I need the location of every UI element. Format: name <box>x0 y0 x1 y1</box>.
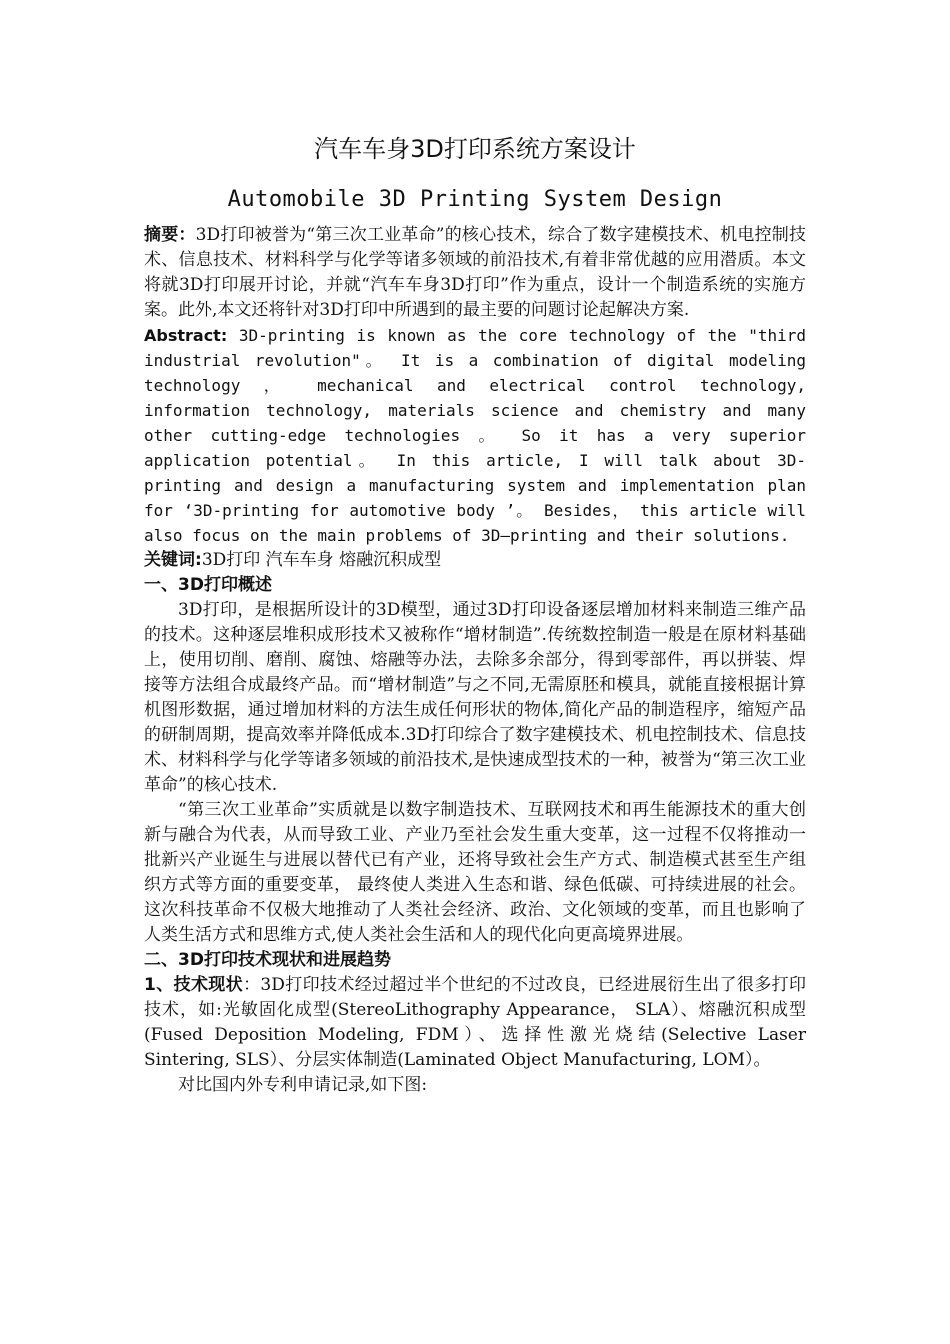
abstract-label: 摘要： <box>144 225 196 245</box>
section2-heading: 二、3D打印技术现状和进展趋势 <box>144 950 391 970</box>
keywords-label: 关键词: <box>144 550 202 570</box>
abstract-en-label: Abstract: <box>144 326 228 345</box>
document-body <box>144 223 806 1098</box>
title-chinese: 汽车车身3D打印系统方案设计 <box>314 135 636 163</box>
abstract-english <box>144 323 806 548</box>
abstract-text: 3D打印被誉为“第三次工业革命”的核心技术，综合了数字建模技术、机电控制技术、信息技术、材料科学与化学等诸多领域的前沿技术,有着非常优越的应用潜质。本文将就3D打印展开讨论，并就“汽车车身3D打印”作为重点，设计一个制造系统的实施方案。此外,本文还将针对3D打印中所遇到的最主要的问题讨论起解决方案. <box>144 225 807 320</box>
subsection-label: 1、技术现状 <box>144 975 244 995</box>
keywords-text: 3D打印 汽车车身 熔融沉积成型 <box>201 550 442 570</box>
section1-heading: 一、3D打印概述 <box>144 575 272 595</box>
section2-subsection <box>144 973 806 1073</box>
section2-closing-line: 对比国内外专利申请记录,如下图: <box>178 1075 428 1095</box>
title-english: Automobile 3D Printing System Design <box>227 187 723 212</box>
subsection-text: ：3D打印技术经过超过半个世纪的不过改良，已经进展衍生出了很多打印技术，如:光敏固化成型(StereoLithography Appearance， SLA）、熔融沉积成型(Fused Deposition Modeling, FDM）、选择性激光烧结(Selective Laser Sintering, SLS）、分层实体制造(Laminated Object Manufacturing, LOM）。 <box>144 975 806 1070</box>
abstract-en-text: 3D-printing is known as the core technology of the "third industrial revolution"。 It is a combination of digital modeling technology ， mechanical and electrical control technology, information technology, materials science and chemistry and many other cutting-edge technologies 。 So it has a very superior application potential。 In this article, I will talk about 3D-printing and design a manufacturing system and implementation plan for ‘3D-printing for automotive body ’。 Besides， this article will also focus on the main problems of 3D—printing and their solutions. <box>144 326 806 545</box>
abstract-chinese <box>144 223 806 323</box>
section1-paragraph-1: 3D打印，是根据所设计的3D模型，通过3D打印设备逐层增加材料来制造三维产品的技术。这种逐层堆积成形技术又被称作“增材制造”.传统数控制造一般是在原材料基础上，使用切削、磨削、腐蚀、熔融等办法，去除多余部分，得到零部件，再以拼装、焊接等方法组合成最终产品。而“增材制造”与之不同,无需原胚和模具，就能直接根据计算机图形数据，通过增加材料的方法生成任何形状的物体,简化产品的制造程序，缩短产品的研制周期，提高效率并降低成本.3D打印综合了数字建模技术、机电控制技术、信息技术、材料科学与化学等诸多领域的前沿技术,是快速成型技术的一种，被誉为“第三次工业革命”的核心技术. <box>144 600 806 795</box>
section1-paragraph-2: “第三次工业革命”实质就是以数字制造技术、互联网技术和再生能源技术的重大创新与融合为代表，从而导致工业、产业乃至社会发生重大变革，这一过程不仅将推动一批新兴产业诞生与进展以替代已有产业，还将导致社会生产方式、制造模式甚至生产组织方式等方面的重要变革， 最终使人类进入生态和谐、绿色低碳、可持续进展的社会。这次科技革命不仅极大地推动了人类社会经济、政治、文化领域的变革，而且也影响了人类生活方式和思维方式,使人类社会生活和人的现代化向更高境界进展。 <box>144 800 806 945</box>
keywords <box>144 548 806 573</box>
